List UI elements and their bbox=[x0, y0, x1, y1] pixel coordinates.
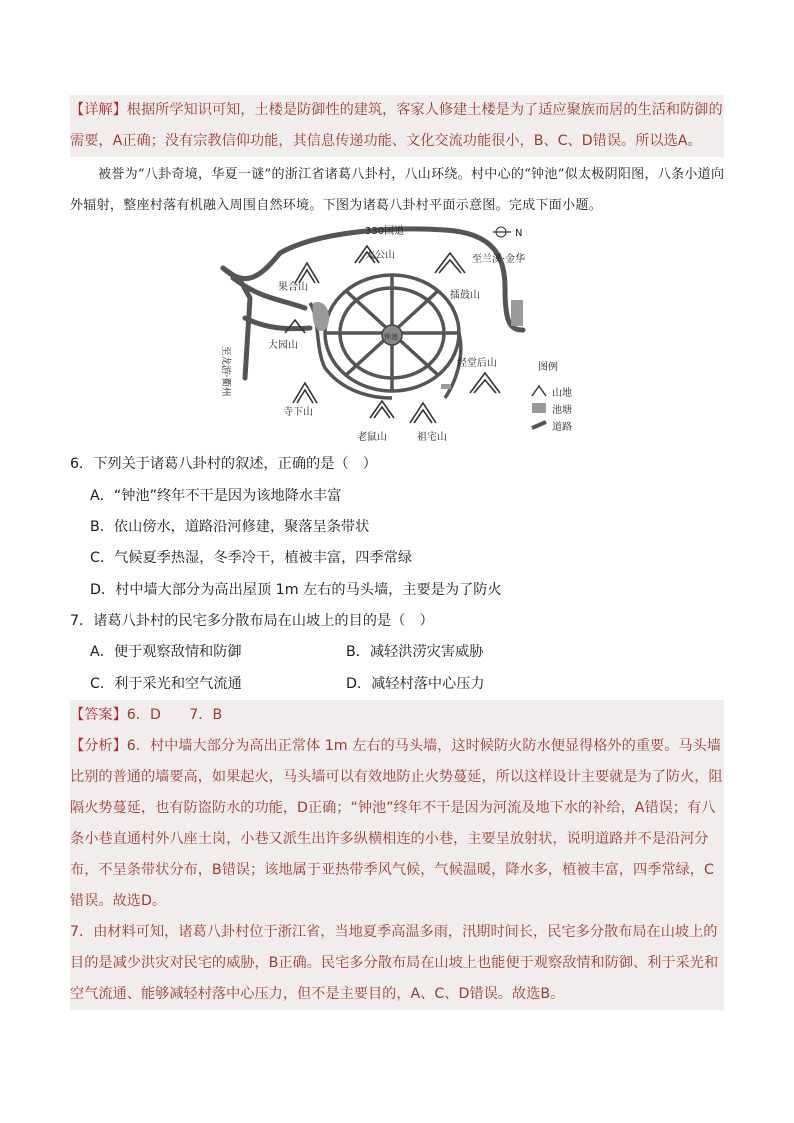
q6-option-d: D．村中墙大部分为高出屋顶 1m 左右的马头墙，主要是为了防火 bbox=[90, 582, 502, 598]
label-zhigu: 至兰溪·金华 bbox=[472, 254, 526, 265]
legend-mountain: 山地 bbox=[552, 388, 572, 399]
north-arrow bbox=[493, 227, 522, 239]
road-label: 330国道 bbox=[365, 226, 405, 237]
analysis-text-6: 6．村中墙大部分为高出正常体 1m 左右的马头墙，这时候防火防水便显得格外的重要。马头墙比别的普通的墙要高，如果起火，马头墙可以有效地防止火势蔓延，所以这样设计主要就是为了防火，阻隔火势蔓延，也有防盗防水的功能，D正确；“钟池”终年不干是因为河流及地下水的补给，A错误；有八条小巷直通村外八座土岗，小巷又派生出许多纵横相连的小巷，主要呈放射状，说明道路并不是沿河分布，不呈条带状分布，B错误；该地属于亚热带季风气候，气候温暖，降水多，植被丰富，四季常绿，C错误。故选D。 bbox=[70, 738, 723, 909]
q7-option-b: B．减轻洪涝灾害威胁 bbox=[346, 644, 484, 660]
q6-option-c: C．气候夏季热湿，冬季冷干，植被丰富，四季常绿 bbox=[90, 550, 413, 566]
answer-block bbox=[70, 700, 724, 731]
q7-option-a: A．便于观察敌情和防御 bbox=[90, 644, 242, 660]
q6-stem: 6．下列关于诸葛八卦村的叙述，正确的是（ ） bbox=[70, 456, 377, 472]
village-map bbox=[205, 218, 585, 450]
answer-text: 6．D 7．B bbox=[126, 707, 223, 723]
label-guohe: 果合山 bbox=[278, 282, 308, 293]
intro-passage: 被誉为“八卦奇境，华夏一谜”的浙江省诸葛八卦村，八山环绕。村中心的“钟池”似太极阴阳图，八条小道向外辐射，整座村落有机融入周围自然环境。下图为诸葛八卦村平面示意图。完成下面小题。 bbox=[70, 167, 725, 213]
detail-block bbox=[70, 95, 724, 157]
legend-mountain-icon bbox=[532, 386, 546, 396]
legend-pond-icon bbox=[532, 403, 546, 413]
legend-title: 图例 bbox=[538, 362, 558, 373]
legend-road: 道路 bbox=[552, 422, 572, 433]
legend-road-icon bbox=[532, 422, 546, 428]
label-jingtang: 经堂后山 bbox=[457, 358, 497, 369]
label-zuzhai: 祖宅山 bbox=[417, 432, 447, 443]
legend-pond: 池塘 bbox=[552, 405, 572, 416]
analysis-block-6 bbox=[70, 731, 724, 917]
label-taigong: 太公山 bbox=[365, 250, 395, 261]
detail-tag: 【详解】 bbox=[70, 102, 127, 118]
north-label: N bbox=[515, 228, 523, 239]
q7-stem: 7．诸葛八卦村的民宅多分散布局在山坡上的目的是（ ） bbox=[70, 613, 434, 629]
map-legend bbox=[532, 360, 572, 433]
label-zhongchi: 钟池 bbox=[384, 333, 398, 341]
analysis-text-7: 7．由材料可知，诸葛八卦村位于浙江省，当地夏季高温多雨，汛期时间长，民宅多分散布局在山坡上的目的是减少洪灾对民宅的威胁，B正确。民宅多分散布局在山坡上也能便于观察敌情和防御、利于采光和空气流通、能够减轻村落中心压力，但不是主要目的，A、C、D错误。故选B。 bbox=[70, 924, 719, 1002]
q6-option-b: B．依山傍水，道路沿河修建，聚落呈条带状 bbox=[90, 519, 370, 535]
label-sixia: 寺下山 bbox=[283, 407, 313, 418]
pond bbox=[511, 300, 523, 326]
q6-option-a: A．“钟池”终年不干是因为该地降水丰富 bbox=[90, 488, 342, 504]
q7-option-d: D．减轻村落中心压力 bbox=[346, 676, 485, 692]
q7-option-c: C．利于采光和空气流通 bbox=[90, 676, 242, 692]
label-dayuan: 大园山 bbox=[268, 340, 298, 351]
answer-tag: 【答案】 bbox=[70, 707, 127, 723]
analysis-tag: 【分析】 bbox=[70, 738, 127, 754]
pond bbox=[441, 384, 451, 389]
label-laoshu: 老鼠山 bbox=[357, 432, 387, 443]
label-leigu: 擂鼓山 bbox=[450, 290, 480, 301]
detail-text: 根据所学知识可知，土楼是防御性的建筑，客家人修建土楼是为了适应聚族而居的生活和防御的需要，A正确；没有宗教信仰功能，其信息传递功能、文化交流功能很小，B、C、D错误。所以选A。 bbox=[70, 102, 723, 149]
label-zhilongyou: 至龙游·衢州 bbox=[220, 346, 231, 397]
analysis-block-7 bbox=[70, 917, 724, 1010]
